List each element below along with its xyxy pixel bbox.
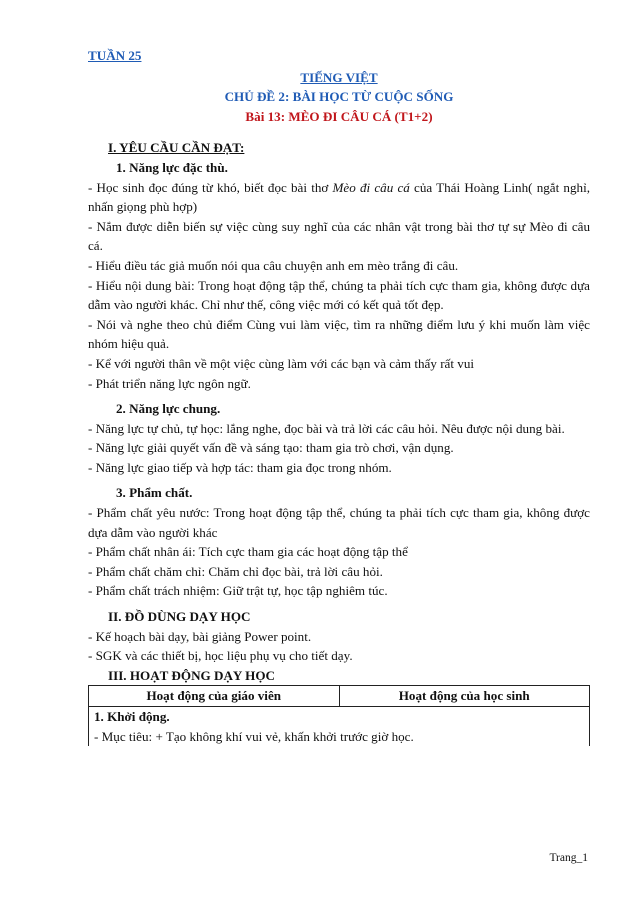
table-header-student: Hoạt động của học sinh: [339, 686, 590, 707]
subject-title: TIẾNG VIỆT: [300, 69, 378, 85]
paragraph: - Kế hoạch bài dạy, bài giảng Power point.: [88, 628, 312, 644]
lesson-title: Bài 13: MÈO ĐI CÂU CÁ (T1+2): [245, 108, 433, 124]
paragraph: - Phẩm chất chăm chỉ: Chăm chỉ đọc bài, trả lời câu hỏi.: [88, 563, 383, 579]
paragraph: - Học sinh đọc đúng từ khó, biết đọc bài thơ Mèo đi câu cá của Thái Hoàng Linh( ngắt nghỉ, nhấn giọng phù hợp): [88, 179, 590, 215]
section-2-title: II. ĐỒ DÙNG DẠY HỌC: [108, 609, 251, 625]
paragraph: - Kể với người thân về một việc cùng làm với các bạn và cảm thấy rất vui: [88, 355, 475, 371]
section-1-title: I. YÊU CẦU CẦN ĐẠT:: [108, 140, 245, 156]
paragraph: - SGK và các thiết bị, học liệu phụ vụ cho tiết dạy.: [88, 648, 353, 664]
paragraph: - Nắm được diễn biến sự việc cùng suy nghĩ của các nhân vật trong bài thơ tự sự Mèo đi câu cá.: [88, 218, 590, 254]
page-number: Trang_1: [549, 852, 588, 864]
week-label: TUẦN 25: [88, 48, 142, 63]
paragraph: - Phẩm chất trách nhiệm: Giữ trật tự, học tập nghiêm túc.: [88, 583, 388, 599]
paragraph: - Hiểu điều tác giả muốn nói qua câu chuyện anh em mèo trắng đi câu.: [88, 257, 459, 273]
table-row: 1. Khởi động. - Mục tiêu: + Tạo không khí vui vẻ, khấn khởi trước giờ học.: [89, 707, 590, 747]
table-header-teacher: Hoạt động của giáo viên: [89, 686, 340, 707]
paragraph: - Hiểu nội dung bài: Trong hoạt động tập thể, chúng ta phải tích cực tham gia, không được dựa dẫm vào người khác. Chỉ như thế, công việc mới có kết quả tốt đẹp.: [88, 277, 590, 313]
paragraph: - Năng lực giải quyết vấn đề và sáng tạo: tham gia trò chơi, vận dụng.: [88, 440, 454, 456]
document-page: [88, 46, 590, 746]
section-1-1-title: 1. Năng lực đặc thù.: [116, 159, 228, 175]
paragraph: - Phẩm chất nhân ái: Tích cực tham gia các hoạt động tập thể: [88, 544, 408, 560]
paragraph: - Phẩm chất yêu nước: Trong hoạt động tập thể, chúng ta phải tích cực tham gia, không được dựa dẫm vào người khác: [88, 505, 590, 540]
activities-table: [88, 685, 590, 746]
paragraph: - Phát triển năng lực ngôn ngữ.: [88, 375, 251, 391]
paragraph: - Năng lực tự chủ, tự học: lắng nghe, đọc bài và trả lời các câu hỏi. Nêu được nội dung bài.: [88, 420, 565, 436]
topic-title: CHỦ ĐỀ 2: BÀI HỌC TỪ CUỘC SỐNG: [224, 89, 454, 105]
section-1-2-title: 2. Năng lực chung.: [116, 401, 221, 417]
section-3-title: III. HOẠT ĐỘNG DẠY HỌC: [108, 667, 275, 683]
paragraph: - Nói và nghe theo chủ điểm Cùng vui làm việc, tìm ra những điểm lưu ý khi muốn làm việc nhóm hiệu quả.: [88, 316, 590, 352]
paragraph: - Năng lực giao tiếp và hợp tác: tham gia đọc trong nhóm.: [88, 459, 392, 475]
section-1-3-title: 3. Phẩm chất.: [116, 485, 193, 501]
